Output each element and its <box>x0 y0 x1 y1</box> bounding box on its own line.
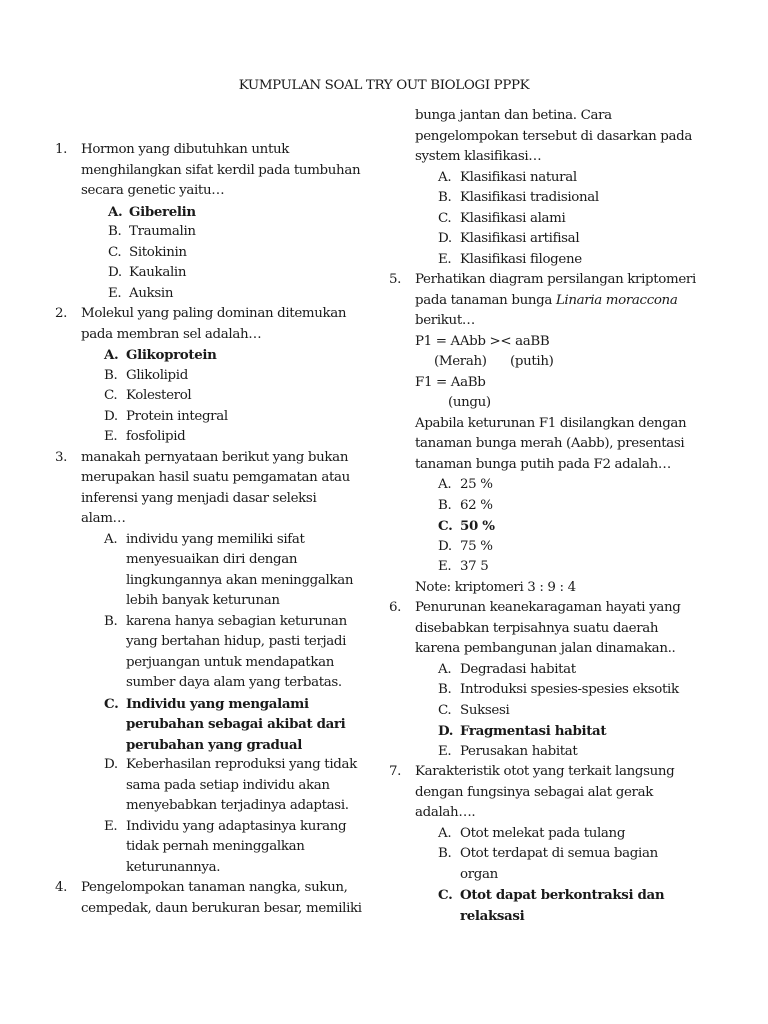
option-letter: E. <box>104 429 118 444</box>
option-text: 37 5 <box>460 559 489 574</box>
option-letter: B. <box>108 224 122 239</box>
option-text: Protein integral <box>126 408 228 424</box>
option-text: Glikolipid <box>126 367 188 383</box>
question-text-line: dengan fungsinya sebagai alat gerak <box>415 784 653 800</box>
option-letter: D. <box>438 723 454 739</box>
option-text-answer-line: Otot dapat berkontraksi dan <box>460 887 665 903</box>
option-letter: C. <box>438 210 452 226</box>
option-text: Kolesterol <box>126 388 192 403</box>
option-letter: A. <box>438 477 452 492</box>
option-text-line: Individu yang adaptasinya kurang <box>126 818 347 834</box>
question-text-line: karena pembangunan jalan dinamakan.. <box>415 641 676 656</box>
option-letter: C. <box>104 388 118 403</box>
option-text: Klasifikasi alami <box>460 210 566 226</box>
question-text-line: alam… <box>81 511 126 526</box>
phenotype-label: (Merah) <box>434 354 487 369</box>
question-text-line: Perhatikan diagram persilangan kriptomeri <box>415 272 696 287</box>
question-text-line: merupakan hasil suatu pemgamatan atau <box>81 470 350 485</box>
option-text-line: yang bertahan hidup, pasti terjadi <box>126 634 347 649</box>
option-text-line: organ <box>460 866 498 882</box>
option-text: Klasifikasi tradisional <box>460 190 599 205</box>
question-text-segment: pada tanaman bunga <box>415 292 556 308</box>
page-title: KUMPULAN SOAL TRY OUT BIOLOGI PPPK <box>238 78 530 93</box>
option-text-line: menyesuaikan diri dengan <box>126 552 298 567</box>
option-letter: A. <box>104 347 119 363</box>
option-letter: A. <box>104 531 118 547</box>
option-text: 62 % <box>460 497 493 513</box>
option-text: Perusakan habitat <box>460 743 578 759</box>
option-text: fosfolipid <box>126 429 186 444</box>
option-text: Sitokinin <box>129 244 187 260</box>
option-letter: E. <box>104 818 118 834</box>
option-text-line: perjuangan untuk mendapatkan <box>126 654 335 670</box>
option-letter: E. <box>438 743 452 759</box>
option-letter: D. <box>104 408 118 424</box>
question-text-line: Hormon yang dibutuhkan untuk <box>81 142 290 157</box>
question-text-line: Pengelompokan tanaman nangka, sukun, <box>81 880 348 895</box>
option-letter: B. <box>438 497 452 513</box>
option-letter: C. <box>104 695 119 712</box>
option-letter: B. <box>438 682 452 697</box>
option-letter: B. <box>438 190 452 205</box>
option-letter: D. <box>438 231 452 246</box>
option-letter: C. <box>108 244 122 260</box>
option-text-answer-line: perubahan yang gradual <box>126 736 302 753</box>
question-number: 1. <box>55 142 68 157</box>
option-letter: B. <box>104 367 118 383</box>
option-text: Klasifikasi filogene <box>460 251 582 267</box>
option-text-line: menyebabkan terjadinya adaptasi. <box>126 798 349 813</box>
option-text: 75 % <box>460 538 493 554</box>
option-text-answer-line: perubahan sebagai akibat dari <box>126 716 346 732</box>
phenotype-label: (ungu) <box>448 395 491 410</box>
option-letter: C. <box>438 702 452 718</box>
option-text-line: sama pada setiap individu akan <box>126 777 330 793</box>
question-text-line <box>415 291 677 312</box>
option-text-answer: Giberelin <box>129 203 196 220</box>
question-text-line: menghilangkan sifat kerdil pada tumbuhan <box>81 162 361 178</box>
question-number: 6. <box>389 600 402 615</box>
option-letter: E. <box>108 285 122 301</box>
option-text-line: Otot terdapat di semua bagian <box>460 846 658 861</box>
question-text-line: tanaman bunga putih pada F2 adalah… <box>415 456 671 472</box>
option-text-answer-line: Individu yang mengalami <box>126 695 309 712</box>
option-letter: D. <box>104 757 118 772</box>
option-letter: E. <box>438 559 452 574</box>
option-text-answer: 50 % <box>460 518 495 534</box>
option-text: Suksesi <box>460 702 510 718</box>
question-number: 3. <box>55 449 68 465</box>
option-text-line: Otot melekat pada tulang <box>460 825 626 841</box>
option-letter: D. <box>108 265 122 280</box>
question-text-line: Penurunan keanekaragaman hayati yang <box>415 600 681 615</box>
cross-f1: F1 = AaBb <box>415 374 486 390</box>
option-text: Introduksi spesies-spesies eksotik <box>460 682 679 697</box>
question-text-line: pada membran sel adalah… <box>81 326 262 342</box>
option-text-line: individu yang memiliki sifat <box>126 531 305 547</box>
option-letter: C. <box>438 887 453 903</box>
question-text-line: secara genetic yaitu… <box>81 183 225 198</box>
question-text-line: Apabila keturunan F1 disilangkan dengan <box>415 415 687 431</box>
note: Note: kriptomeri 3 : 9 : 4 <box>415 579 576 595</box>
option-letter: A. <box>438 661 452 677</box>
question-text-line: Karakteristik otot yang terkait langsung <box>415 764 675 779</box>
option-letter: D. <box>438 538 452 554</box>
option-letter: E. <box>438 251 452 267</box>
option-text: Klasifikasi natural <box>460 169 577 185</box>
option-text-line: karena hanya sebagian keturunan <box>126 613 347 629</box>
cross-p1: P1 = AAbb >< aaBB <box>415 333 550 349</box>
phenotype-label: (putih) <box>510 354 554 369</box>
option-text-line: keturunannya. <box>126 859 221 875</box>
question-text-line: disebabkan terpisahnya suatu daerah <box>415 620 659 636</box>
question-text-line: pengelompokan tersebut di dasarkan pada <box>415 128 692 144</box>
option-text-answer-line: relaksasi <box>460 907 525 924</box>
question-number: 7. <box>389 764 402 779</box>
option-letter: B. <box>104 613 118 629</box>
option-text-line: sumber daya alam yang terbatas. <box>126 675 342 690</box>
question-text-line: manakah pernyataan berikut yang bukan <box>81 449 349 465</box>
option-text-line: Keberhasilan reproduksi yang tidak <box>126 757 357 772</box>
question-text-line: cempedak, daun berukuran besar, memiliki <box>81 900 362 916</box>
option-text: 25 % <box>460 477 493 492</box>
option-text: Traumalin <box>129 224 196 239</box>
option-letter: A. <box>438 825 452 841</box>
option-text-line: lebih banyak keturunan <box>126 593 280 608</box>
question-text-line: inferensi yang menjadi dasar seleksi <box>81 490 317 506</box>
option-letter: C. <box>438 518 453 534</box>
question-text-line: bunga jantan dan betina. Cara <box>415 108 612 123</box>
question-text-line: system klasifikasi… <box>415 149 542 164</box>
option-text-line: lingkungannya akan meninggalkan <box>126 572 354 588</box>
question-text-line: adalah…. <box>415 805 476 820</box>
question-number: 4. <box>55 880 68 895</box>
question-text-line: tanaman bunga merah (Aabb), presentasi <box>415 436 685 451</box>
question-text-line: berikut… <box>415 313 475 328</box>
question-text-line: Molekul yang paling dominan ditemukan <box>81 306 347 321</box>
option-letter: B. <box>438 846 452 861</box>
option-letter: A. <box>108 203 123 220</box>
option-text-line: tidak pernah meninggalkan <box>126 839 305 854</box>
species-name: Linaria moraccona <box>555 292 678 308</box>
option-letter: A. <box>438 169 452 185</box>
option-text-answer: Fragmentasi habitat <box>460 723 607 739</box>
question-number: 5. <box>389 272 402 287</box>
option-text: Auksin <box>129 285 174 301</box>
option-text: Klasifikasi artifisal <box>460 231 580 246</box>
question-number: 2. <box>55 306 68 321</box>
option-text-answer: Glikoprotein <box>126 347 217 363</box>
option-text: Degradasi habitat <box>460 661 576 677</box>
option-text: Kaukalin <box>129 265 187 280</box>
